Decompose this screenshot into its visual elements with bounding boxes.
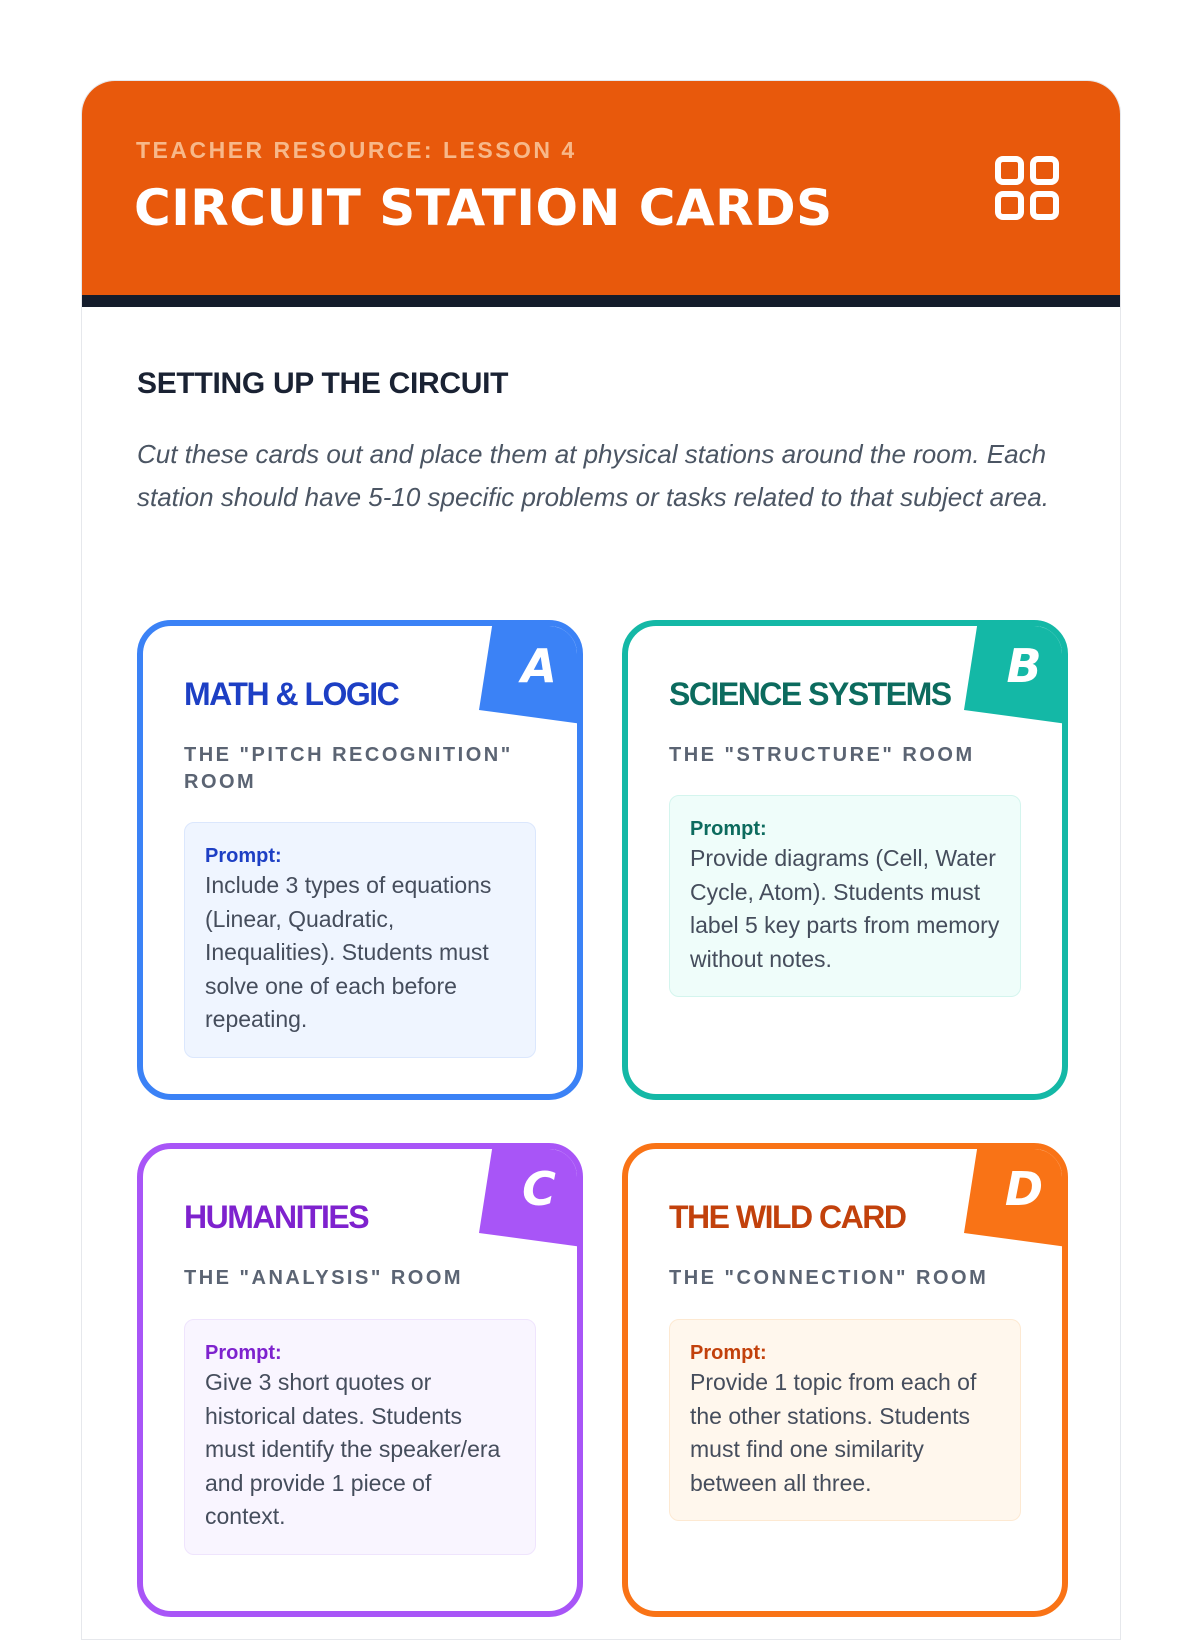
card-letter-tab [964, 620, 1068, 724]
lesson-label: TEACHER RESOURCE: LESSON 4 [136, 137, 577, 163]
station-card-b [622, 620, 1068, 1100]
prompt-text: Include 3 types of equations (Linear, Quadratic, Inequalities). Students must solve one of each before repeating. [205, 872, 492, 1032]
prompt-box [669, 1319, 1021, 1521]
card-subtitle: THE "ANALYSIS" ROOM [184, 1267, 464, 1289]
card-letter: A [521, 639, 557, 693]
card-subtitle: THE "CONNECTION" ROOM [669, 1267, 989, 1289]
letter-badge [479, 1143, 583, 1247]
prompt-label: Prompt: [690, 818, 767, 840]
card-subtitle: THE "STRUCTURE" ROOM [669, 744, 975, 766]
card-subtitle: THE "PITCH RECOGNITION" ROOM [184, 744, 513, 793]
prompt-text: Give 3 short quotes or historical dates. Students must identify the speaker/era and provide 1 piece of context. [205, 1369, 501, 1529]
card-letter: D [1004, 1162, 1044, 1216]
station-card-d [622, 1143, 1068, 1617]
prompt-box [184, 822, 536, 1058]
station-card-a [137, 620, 583, 1100]
card-letter-tab [964, 1143, 1068, 1247]
card-title: SCIENCE SYSTEMS [669, 676, 951, 712]
prompt-text: Provide 1 topic from each of the other stations. Students must find one similarity between all three. [690, 1369, 977, 1496]
grid-icon [994, 155, 1060, 221]
card-title: MATH & LOGIC [184, 676, 399, 712]
prompt-label: Prompt: [690, 1342, 767, 1364]
station-card-c [137, 1143, 583, 1617]
letter-badge [964, 620, 1068, 724]
letter-badge [479, 620, 583, 724]
prompt-label: Prompt: [205, 845, 282, 867]
prompt-text: Provide diagrams (Cell, Water Cycle, Atom). Students must label 5 key parts from memory without notes. [690, 845, 1000, 972]
prompt-box [669, 795, 1021, 997]
prompt-label: Prompt: [205, 1342, 282, 1364]
prompt-box [184, 1319, 536, 1555]
page-title: CIRCUIT STATION CARDS [134, 179, 833, 237]
card-title: THE WILD CARD [669, 1199, 906, 1235]
resource-sheet [81, 80, 1121, 1640]
card-title: HUMANITIES [184, 1199, 369, 1235]
card-letter: B [1006, 639, 1042, 693]
card-letter-tab [479, 1143, 583, 1247]
header-banner [82, 81, 1120, 307]
setup-instructions: Cut these cards out and place them at physical stations around the room. Each station should have 5-10 specific problems or tasks related to that subject area. [137, 439, 1049, 512]
card-letter-tab [479, 620, 583, 724]
letter-badge [964, 1143, 1068, 1247]
section-title: SETTING UP THE CIRCUIT [137, 367, 509, 400]
card-letter: C [522, 1162, 556, 1216]
